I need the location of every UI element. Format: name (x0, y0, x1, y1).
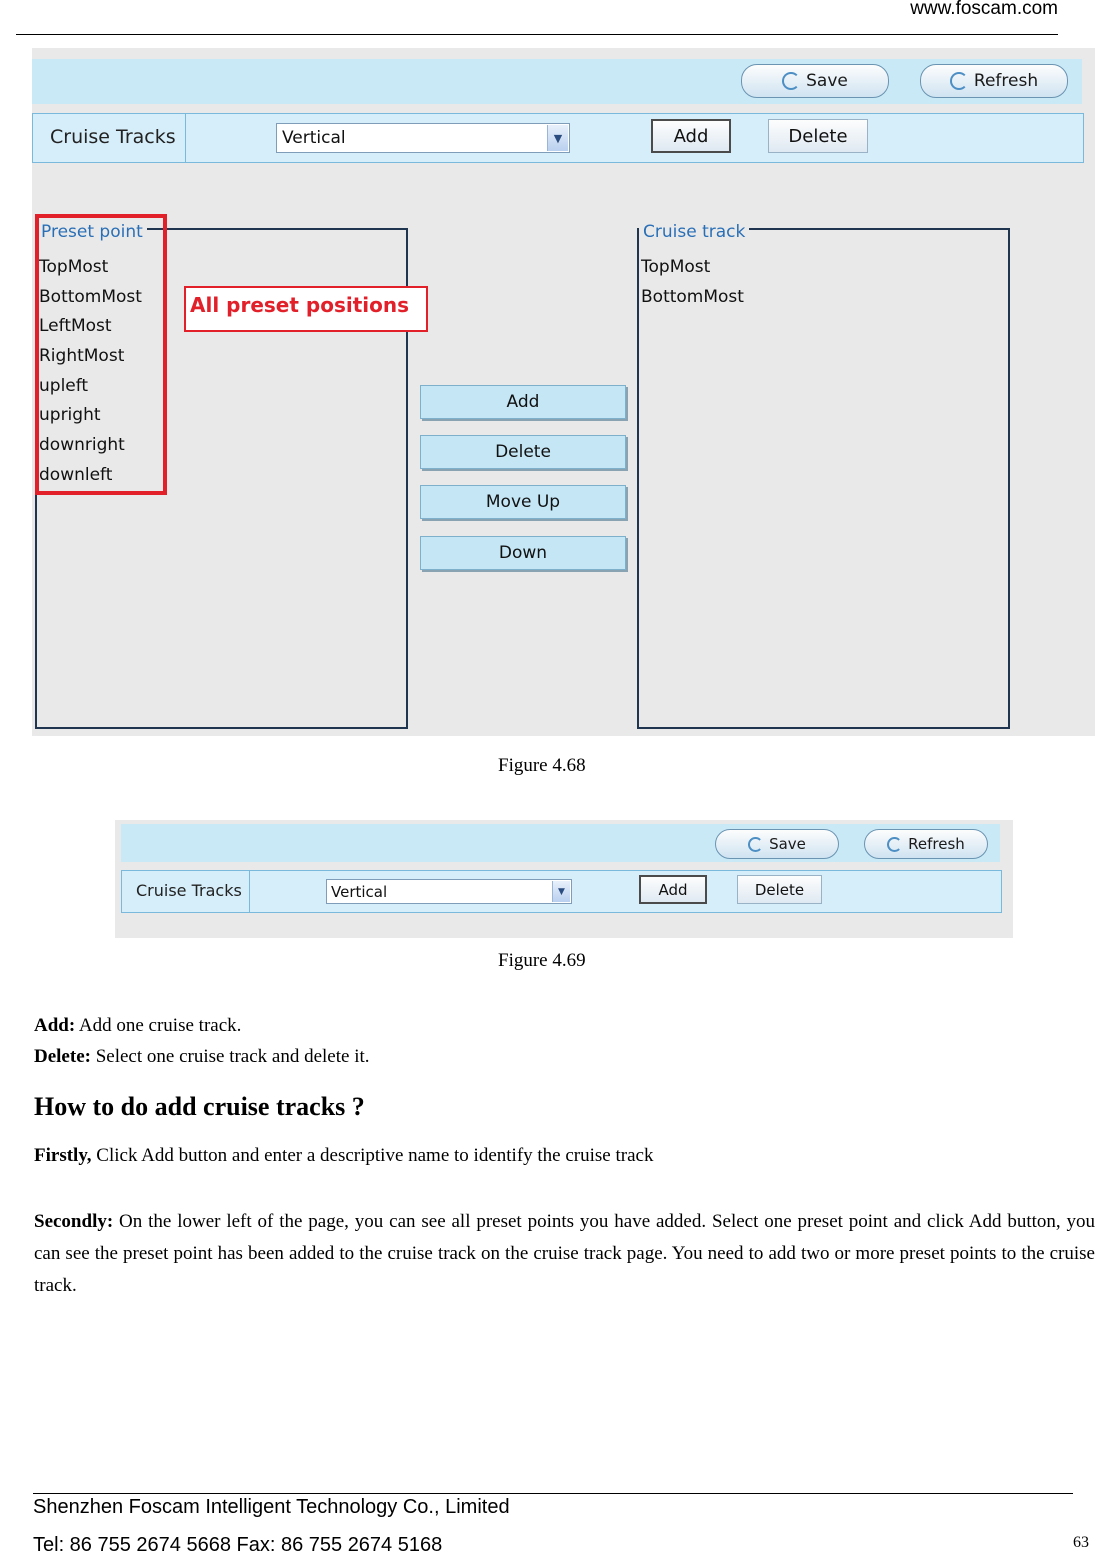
refresh-label: Refresh (973, 71, 1039, 91)
delete-desc: Select one cruise track and delete it. (90, 1046, 370, 1067)
figure-4-69-screenshot (115, 820, 1013, 938)
figure-4-69-caption: Figure 4.69 (498, 950, 586, 971)
figure-4-68-caption: Figure 4.68 (498, 755, 586, 776)
list-item[interactable]: downright (39, 435, 125, 456)
list-item[interactable]: BottomMost (39, 286, 142, 307)
save-label: Save (769, 835, 806, 853)
refresh-icon (887, 837, 902, 852)
figure-4-68-screenshot (32, 48, 1095, 736)
cruise-track-legend: Cruise track (639, 222, 749, 242)
list-item[interactable]: downleft (39, 464, 113, 485)
list-item[interactable]: TopMost (39, 257, 109, 277)
cruise-tracks-row (121, 870, 1002, 913)
cruise-track-list (641, 257, 744, 316)
add-track-button[interactable]: Add (639, 875, 707, 904)
select-value: Vertical (282, 128, 346, 148)
add-term: Add: (34, 1015, 76, 1036)
section-heading: How to do add cruise tracks ? (34, 1092, 365, 1121)
list-item[interactable]: BottomMost (641, 286, 744, 307)
list-item[interactable]: TopMost (641, 257, 711, 277)
refresh-label: Refresh (908, 835, 965, 853)
secondly-term: Secondly: (34, 1211, 114, 1232)
chevron-down-icon: ▼ (552, 881, 570, 902)
secondly-desc: On the lower left of the page, you can see all preset points you have added. Select one preset point and click Add button, you can see the preset point has been added to the cruise track on the cruise track page. You need to add two or more preset points to the cruise track. (34, 1211, 1095, 1296)
delete-track-button[interactable]: Delete (737, 875, 822, 904)
list-item[interactable]: upleft (39, 375, 89, 396)
save-button[interactable] (715, 829, 839, 859)
footer-divider (33, 1493, 1073, 1494)
add-desc: Add one cruise track. (75, 1015, 242, 1036)
move-down-button[interactable]: Down (420, 536, 626, 570)
preset-point-legend: Preset point (37, 222, 147, 242)
delete-term: Delete: (34, 1046, 91, 1067)
select-value: Vertical (331, 883, 388, 901)
annotation-callout (184, 286, 428, 332)
cruise-track-select[interactable] (276, 123, 570, 153)
delete-track-button[interactable]: Delete (768, 119, 868, 153)
firstly-desc: Click Add button and enter a descriptive name to identify the cruise track (91, 1145, 654, 1166)
annotation-highlight-box (35, 214, 167, 495)
footer-contact: Tel: 86 755 2674 5668 Fax: 86 755 2674 5168 (33, 1534, 443, 1556)
refresh-button[interactable] (864, 829, 988, 859)
move-up-button[interactable]: Move Up (420, 485, 626, 519)
refresh-icon (950, 72, 968, 90)
footer-company: Shenzhen Foscam Intelligent Technology Co., Limited (33, 1496, 510, 1518)
annotation-text: All preset positions (190, 293, 410, 317)
add-preset-button[interactable]: Add (420, 385, 626, 419)
row-divider (249, 871, 250, 912)
save-button[interactable] (741, 64, 889, 98)
page-number: 63 (1073, 1534, 1089, 1551)
row-divider (185, 114, 186, 162)
list-item[interactable]: RightMost (39, 346, 125, 367)
refresh-button[interactable] (920, 64, 1068, 98)
list-item[interactable]: LeftMost (39, 316, 112, 337)
add-description (34, 1010, 241, 1042)
delete-preset-button[interactable]: Delete (420, 435, 626, 469)
firstly-term: Firstly, (34, 1145, 92, 1166)
cruise-track-select[interactable] (326, 879, 572, 904)
firstly-paragraph (34, 1140, 653, 1172)
header-divider (16, 34, 1058, 35)
save-label: Save (806, 71, 848, 91)
chevron-down-icon: ▼ (547, 125, 568, 151)
refresh-icon (782, 72, 800, 90)
cruise-tracks-row (32, 113, 1084, 163)
refresh-icon (748, 837, 763, 852)
list-item[interactable]: upright (39, 405, 101, 426)
delete-description (34, 1041, 370, 1073)
cruise-tracks-label: Cruise Tracks (136, 881, 242, 900)
header-url: www.foscam.com (910, 0, 1058, 19)
secondly-paragraph (34, 1206, 1095, 1302)
add-track-button[interactable]: Add (651, 119, 731, 153)
cruise-tracks-label: Cruise Tracks (50, 126, 176, 148)
